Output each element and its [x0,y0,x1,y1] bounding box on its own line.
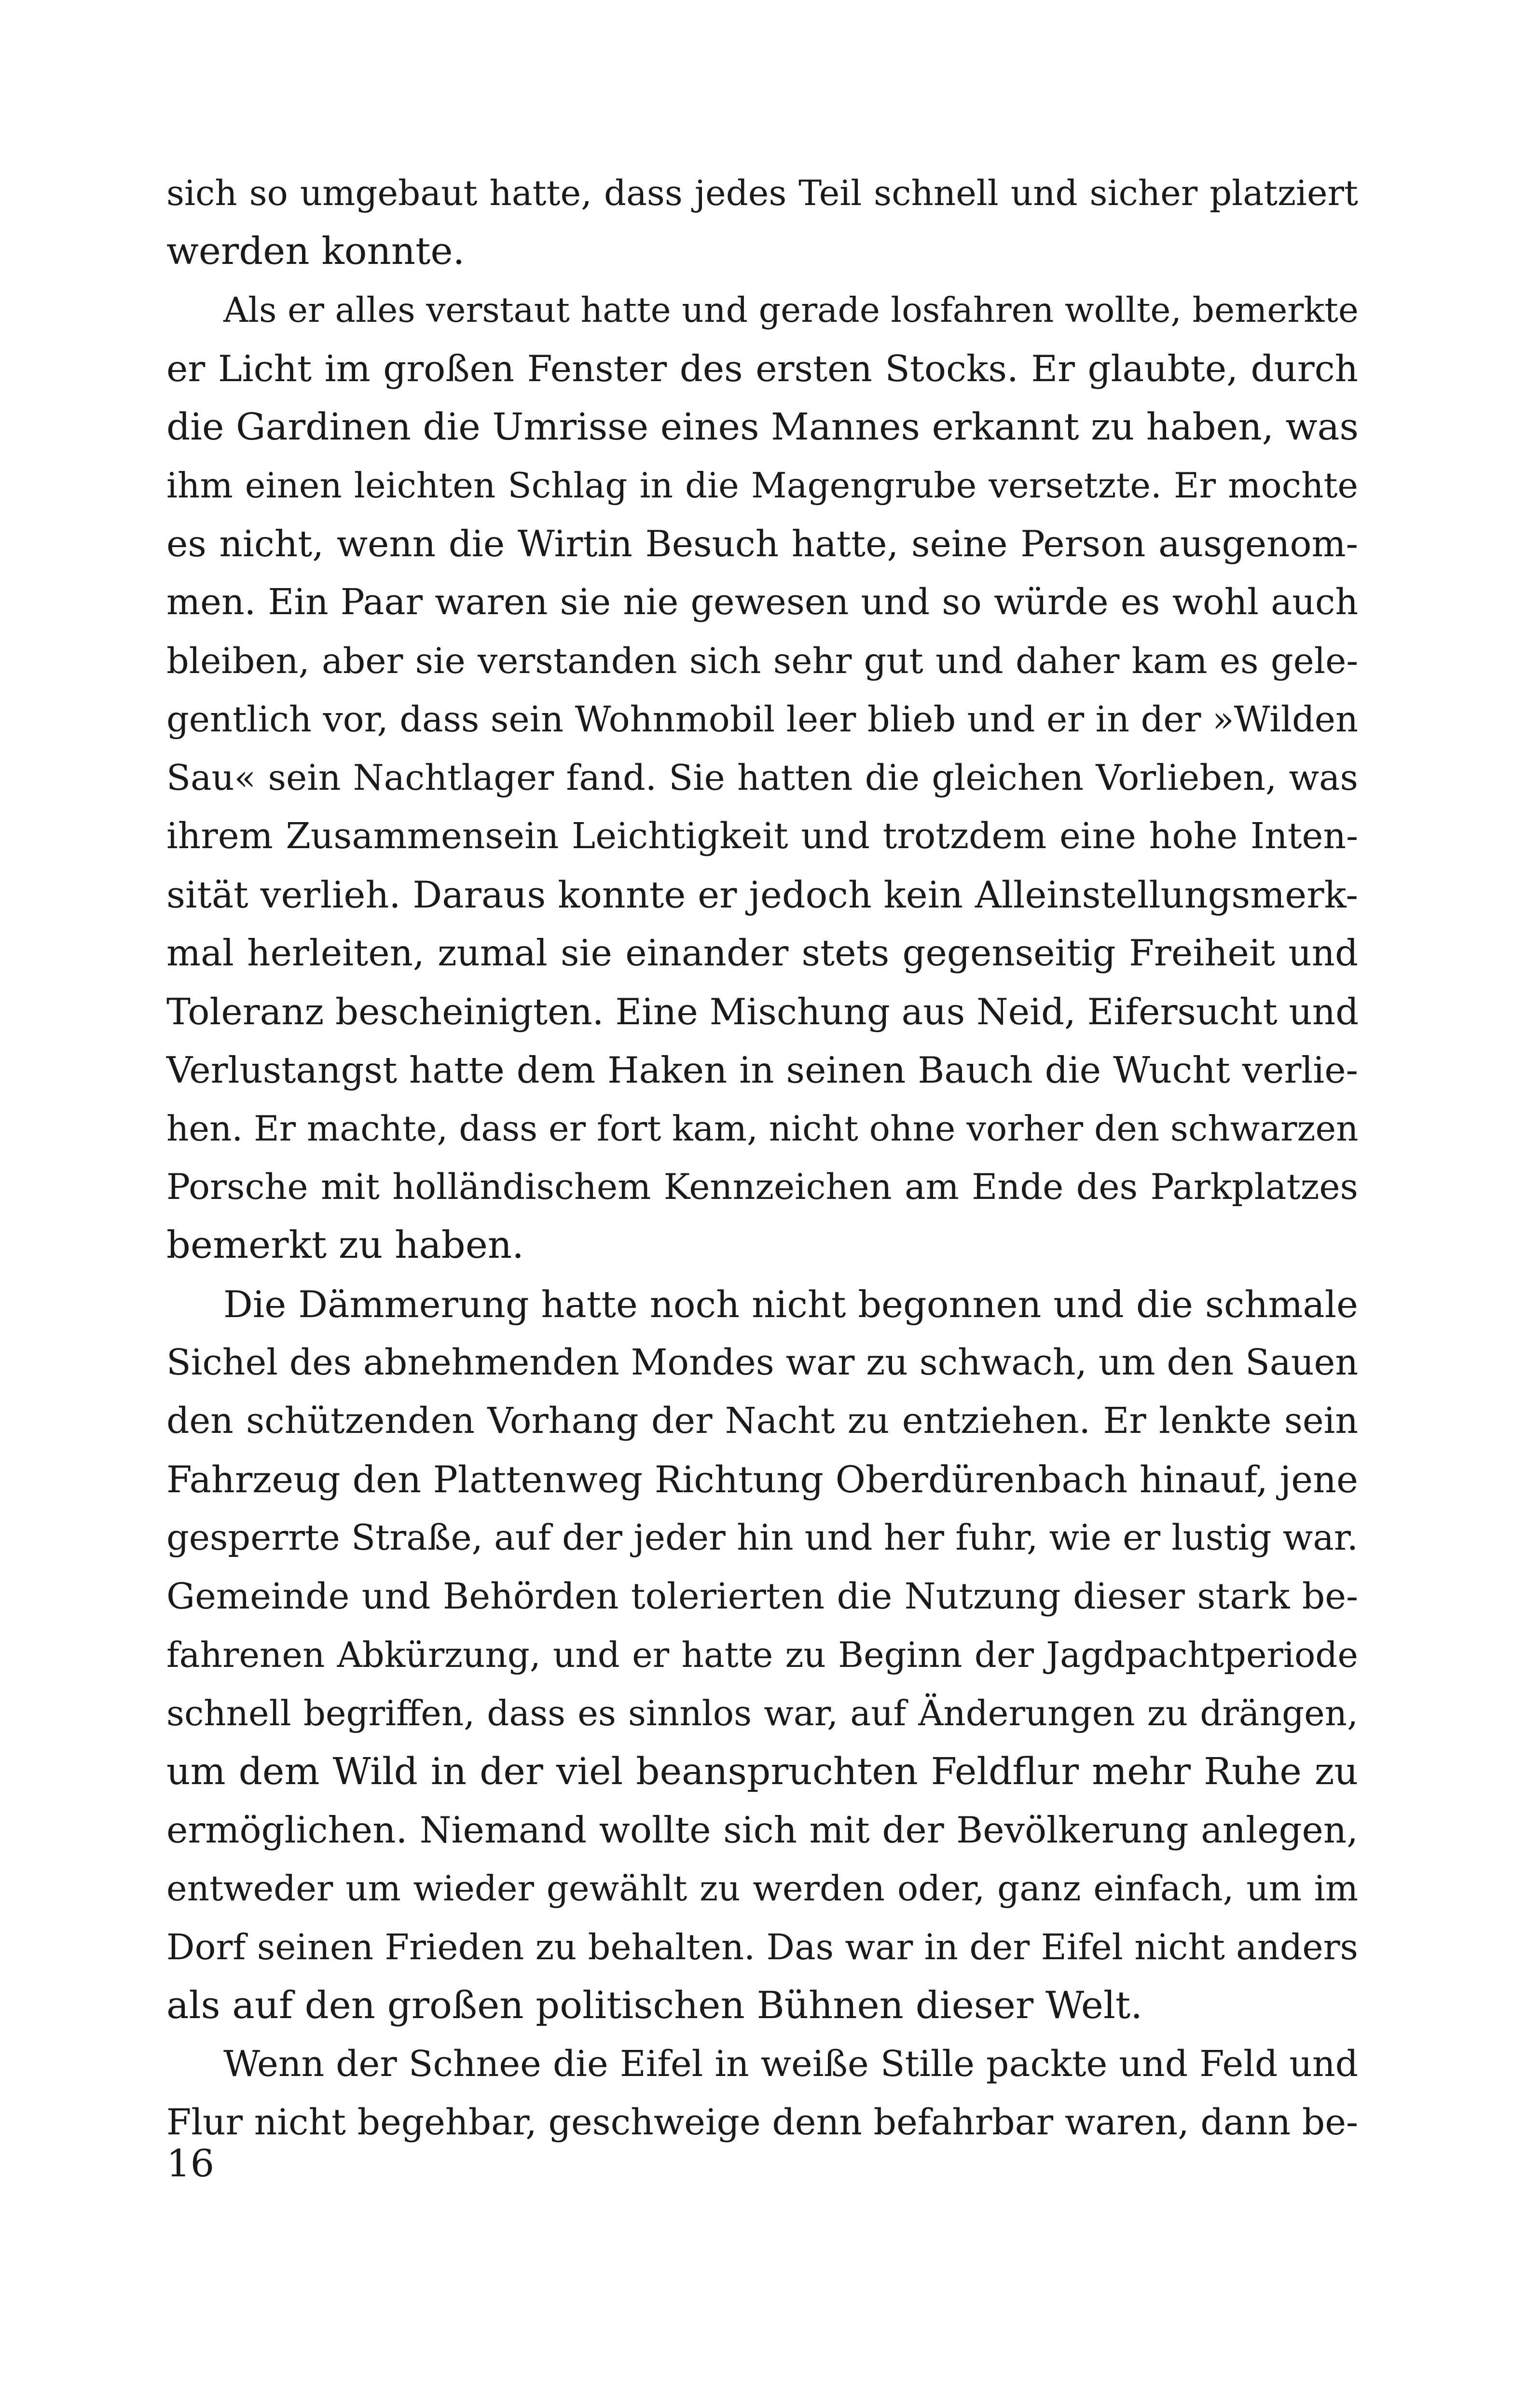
text-line: um dem Wild in der viel beanspruchten Feldflur mehr Ruhe zu [166,1750,1358,1794]
text-line: Toleranz bescheinigten. Eine Mischung aus Neid, Eifersucht und [166,990,1359,1033]
text-line: Flur nicht begehbar, geschweige denn befahrbar waren, dann be- [166,2102,1358,2144]
text-line: fahrenen Abkürzung, und er hatte zu Beginn der Jagdpachtperiode [166,1634,1358,1675]
text-line: als auf den großen politischen Bühnen dieser Welt. [166,1983,1143,2027]
text-line: werden konnte. [166,230,465,274]
text-line: die Gardinen die Umrisse eines Mannes erkannt zu haben, was [166,405,1359,449]
text-line: mal herleiten, zumal sie einander stets gegenseitig Freiheit und [166,932,1358,975]
text-line: ihm einen leichten Schlag in die Magengrube versetzte. Er mochte [166,465,1358,506]
text-line: entweder um wieder gewählt zu werden oder, ganz einfach, um im [166,1868,1358,1909]
text-line: Sau« sein Nachtlager fand. Sie hatten die gleichen Vorlieben, was [166,757,1358,798]
text-line: ihrem Zusammensein Leichtigkeit und trotzdem eine hohe Inten- [166,815,1358,857]
text-line: den schützenden Vorhang der Nacht zu entziehen. Er lenkte sein [166,1400,1358,1442]
text-line: gesperrte Straße, auf der jeder hin und her fuhr, wie er lustig war. [166,1517,1358,1559]
text-line: Gemeinde und Behörden tolerierten die Nutzung dieser stark be- [166,1575,1358,1617]
text-line: hen. Er machte, dass er fort kam, nicht ohne vorher den schwarzen [166,1108,1359,1149]
page-number: 16 [166,2142,215,2186]
text-line: sität verlieh. Daraus konnte er jedoch kein Alleinstellungsmerk- [166,873,1358,917]
text-line: Dorf seinen Frieden zu behalten. Das war in der Eifel nicht anders [166,1926,1358,1968]
text-line: bleiben, aber sie verstanden sich sehr gut und daher kam es gele- [166,640,1358,682]
text-line: es nicht, wenn die Wirtin Besuch hatte, seine Person ausgenom- [166,522,1358,565]
text-line: ermöglichen. Niemand wollte sich mit der Bevölkerung anlegen, [166,1809,1358,1852]
text-line: Verlustangst hatte dem Haken in seinen Bauch die Wucht verlie- [166,1048,1358,1091]
text-line: Fahrzeug den Plattenweg Richtung Oberdürenbach hinauf, jene [166,1458,1358,1501]
text-line: Die Dämmerung hatte noch nicht begonnen und die schmale [223,1282,1358,1326]
text-line: Porsche mit holländischem Kennzeichen am Ende des Parkplatzes [166,1167,1358,1208]
text-line: Sichel des abnehmenden Mondes war zu schwach, um den Sauen [166,1341,1358,1383]
body-text [166,164,1358,2152]
text-line: gentlich vor, dass sein Wohnmobil leer blieb und er in der »Wilden [166,699,1358,740]
text-line: er Licht im großen Fenster des ersten Stocks. Er glaubte, durch [166,347,1358,390]
text-line: men. Ein Paar waren sie nie gewesen und so würde es wohl auch [166,581,1358,623]
text-line: Als er alles verstaut hatte und gerade losfahren wollte, bemerkte [223,290,1359,330]
text-line: Wenn der Schnee die Eifel in weiße Stille packte und Feld und [223,2043,1358,2085]
text-line: bemerkt zu haben. [166,1223,524,1267]
text-line: schnell begriffen, dass es sinnlos war, auf Änderungen zu drängen, [166,1692,1358,1733]
text-line: sich so umgebaut hatte, dass jedes Teil schnell und sicher platziert [166,173,1358,213]
